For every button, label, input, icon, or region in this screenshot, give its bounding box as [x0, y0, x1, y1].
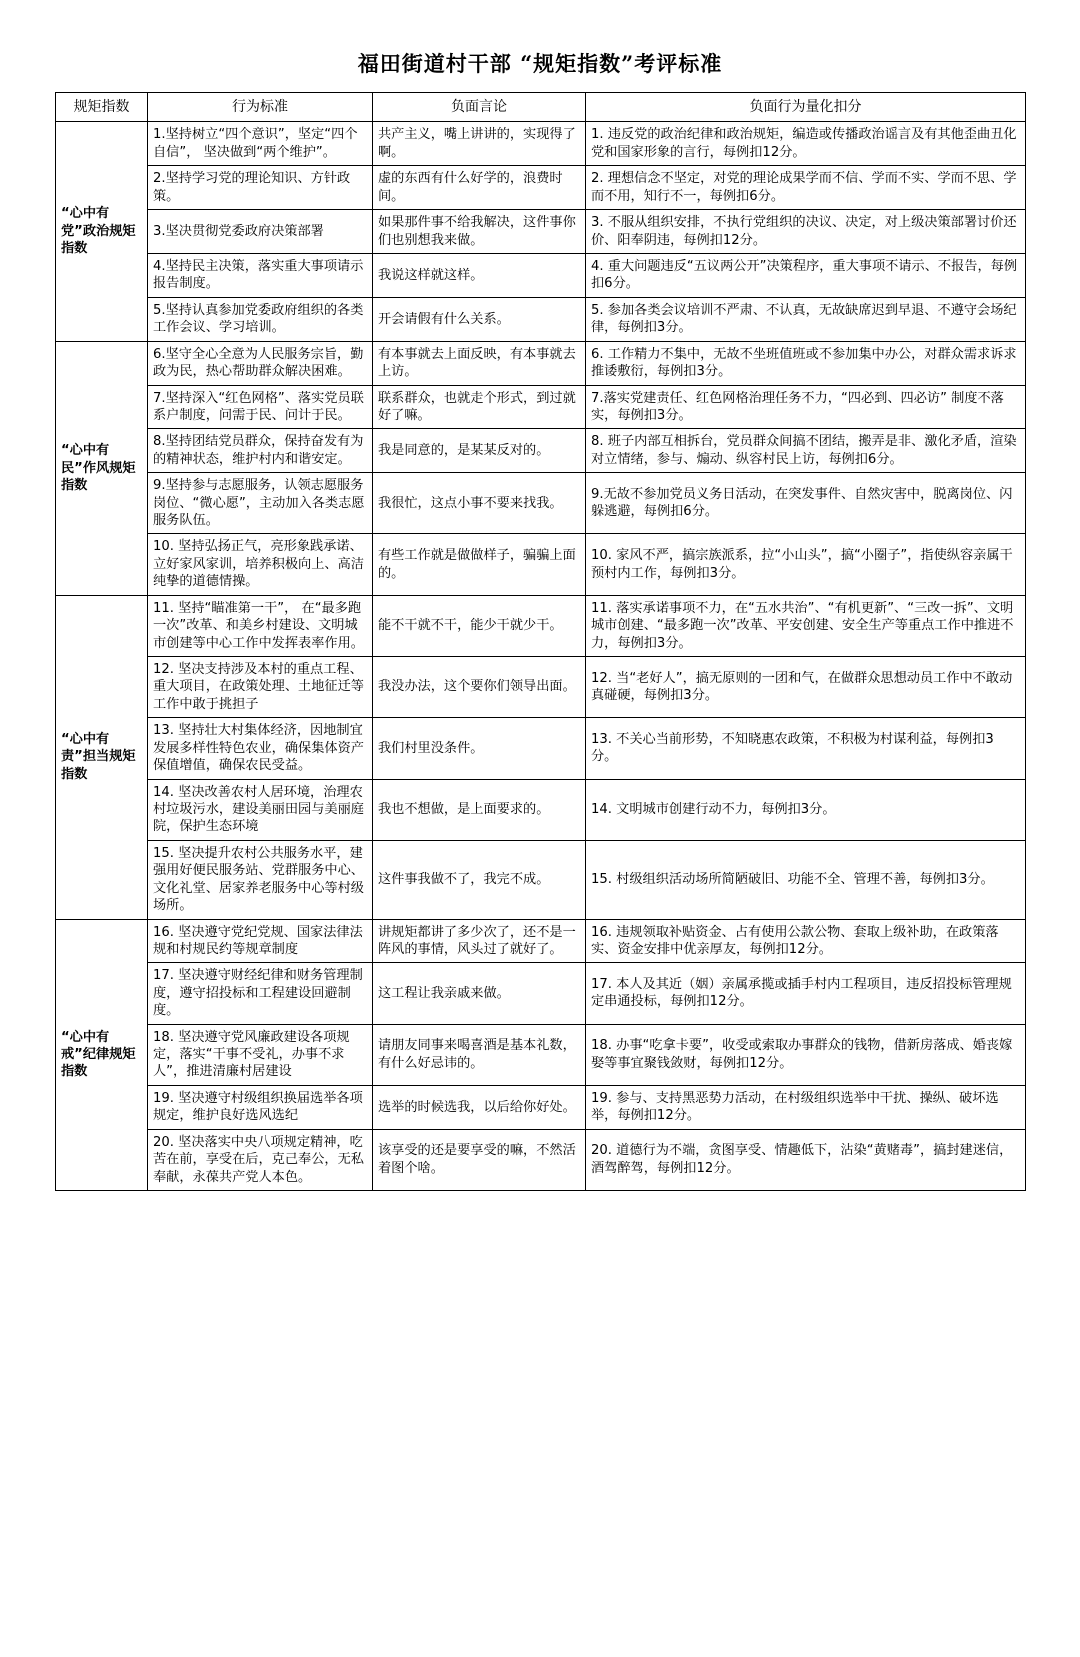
category-label: “心中有戒”纪律规矩指数: [56, 919, 148, 1190]
behavior-standard: 17. 坚决遵守财经纪律和财务管理制度，遵守招投标和工程建设回避制度。: [148, 963, 373, 1024]
negative-speech: 联系群众，也就走个形式，到过就好了嘛。: [373, 385, 586, 429]
table-row: [56, 779, 1026, 840]
penalty-detail: 6. 工作精力不集中，无故不坐班值班或不参加集中办公，对群众需求诉求推诿敷衍，每例扣3分。: [586, 341, 1026, 385]
table-row: [56, 473, 1026, 534]
negative-speech: 这件事我做不了，我完不成。: [373, 840, 586, 919]
table-row: [56, 297, 1026, 341]
behavior-standard: 20. 坚决落实中央八项规定精神，吃苦在前，享受在后，克己奉公，无私奉献，永葆共产党人本色。: [148, 1129, 373, 1190]
behavior-standard: 3.坚决贯彻党委政府决策部署: [148, 210, 373, 254]
negative-speech: 讲规矩都讲了多少次了，还不是一阵风的事情，风头过了就好了。: [373, 919, 586, 963]
behavior-standard: 1.坚持树立“四个意识”，坚定“四个自信”， 坚决做到“两个维护”。: [148, 122, 373, 166]
penalty-detail: 1. 违反党的政治纪律和政治规矩，编造或传播政治谣言及有其他歪曲丑化党和国家形象的言行，每例扣12分。: [586, 122, 1026, 166]
table-row: [56, 1085, 1026, 1129]
behavior-standard: 2.坚持学习党的理论知识、方针政策。: [148, 166, 373, 210]
negative-speech: 有本事就去上面反映，有本事就去上访。: [373, 341, 586, 385]
penalty-detail: 18. 办事“吃拿卡要”，收受或索取办事群众的钱物，借新房落成、婚丧嫁娶等事宜聚钱敛财，每例扣12分。: [586, 1024, 1026, 1085]
penalty-detail: 17. 本人及其近（姻）亲属承揽或插手村内工程项目，违反招投标管理规定串通投标，每例扣12分。: [586, 963, 1026, 1024]
negative-speech: 虚的东西有什么好学的，浪费时间。: [373, 166, 586, 210]
table-row: [56, 840, 1026, 919]
table-row: [56, 595, 1026, 656]
negative-speech: 能不干就不干，能少干就少干。: [373, 595, 586, 656]
behavior-standard: 14. 坚决改善农村人居环境，治理农村垃圾污水，建设美丽田园与美丽庭院，保护生态环境: [148, 779, 373, 840]
col-header-negative-speech: 负面言论: [373, 93, 586, 122]
penalty-detail: 10. 家风不严，搞宗族派系，拉“小山头”，搞“小圈子”，指使纵容亲属干预村内工作，每例扣3分。: [586, 534, 1026, 595]
table-row: [56, 718, 1026, 779]
behavior-standard: 4.坚持民主决策，落实重大事项请示报告制度。: [148, 254, 373, 298]
penalty-detail: 12. 当“老好人”，搞无原则的一团和气，在做群众思想动员工作中不敢动真碰硬，每例扣3分。: [586, 657, 1026, 718]
penalty-detail: 3. 不服从组织安排，不执行党组织的决议、决定，对上级决策部署讨价还价、阳奉阴违，每例扣12分。: [586, 210, 1026, 254]
negative-speech: 我很忙，这点小事不要来找我。: [373, 473, 586, 534]
behavior-standard: 12. 坚决支持涉及本村的重点工程、重大项目，在政策处理、土地征迁等工作中敢于挑担子: [148, 657, 373, 718]
negative-speech: 我们村里没条件。: [373, 718, 586, 779]
category-label: “心中有民”作风规矩指数: [56, 341, 148, 595]
negative-speech: 开会请假有什么关系。: [373, 297, 586, 341]
table-row: [56, 341, 1026, 385]
category-label: “心中有党”政治规矩指数: [56, 122, 148, 341]
col-header-index: 规矩指数: [56, 93, 148, 122]
table-row: [56, 1024, 1026, 1085]
penalty-detail: 19. 参与、支持黑恶势力活动，在村级组织选举中干扰、操纵、破坏选举，每例扣12分。: [586, 1085, 1026, 1129]
penalty-detail: 7.落实党建责任、红色网格治理任务不力，“四必到、四必访” 制度不落实，每例扣3分。: [586, 385, 1026, 429]
negative-speech: 这工程让我亲戚来做。: [373, 963, 586, 1024]
negative-speech: 共产主义，嘴上讲讲的，实现得了啊。: [373, 122, 586, 166]
penalty-detail: 15. 村级组织活动场所简陋破旧、功能不全、管理不善，每例扣3分。: [586, 840, 1026, 919]
table-row: [56, 534, 1026, 595]
penalty-detail: 20. 道德行为不端，贪图享受、情趣低下，沾染“黄赌毒”，搞封建迷信，酒驾醉驾，每例扣12分。: [586, 1129, 1026, 1190]
table-row: [56, 385, 1026, 429]
page-title: 福田街道村干部 “规矩指数”考评标准: [357, 51, 723, 76]
penalty-detail: 5. 参加各类会议培训不严肃、不认真，无故缺席迟到早退、不遵守会场纪律，每例扣3分。: [586, 297, 1026, 341]
behavior-standard: 6.坚守全心全意为人民服务宗旨，勤政为民，热心帮助群众解决困难。: [148, 341, 373, 385]
negative-speech: 请朋友同事来喝喜酒是基本礼数，有什么好忌讳的。: [373, 1024, 586, 1085]
behavior-standard: 13. 坚持壮大村集体经济，因地制宜发展多样性特色农业，确保集体资产保值增值，确保农民受益。: [148, 718, 373, 779]
table-row: [56, 166, 1026, 210]
behavior-standard: 11. 坚持“瞄准第一干”， 在“最多跑一次”改革、和美乡村建设、文明城市创建等中心工作中发挥表率作用。: [148, 595, 373, 656]
negative-speech: 我没办法，这个要你们领导出面。: [373, 657, 586, 718]
table-row: [56, 919, 1026, 963]
behavior-standard: 18. 坚决遵守党风廉政建设各项规定，落实“干事不受礼，办事不求人”，推进清廉村居建设: [148, 1024, 373, 1085]
behavior-standard: 9.坚持参与志愿服务，认领志愿服务岗位、“微心愿”，主动加入各类志愿服务队伍。: [148, 473, 373, 534]
behavior-standard: 8.坚持团结党员群众，保持奋发有为的精神状态，维护村内和谐安定。: [148, 429, 373, 473]
negative-speech: 我也不想做，是上面要求的。: [373, 779, 586, 840]
behavior-standard: 7.坚持深入“红色网格”、落实党员联系户制度，问需于民、问计于民。: [148, 385, 373, 429]
evaluation-standard-table: [55, 92, 1026, 1191]
penalty-detail: 4. 重大问题违反“五议两公开”决策程序，重大事项不请示、不报告，每例扣6分。: [586, 254, 1026, 298]
behavior-standard: 5.坚持认真参加党委政府组织的各类工作会议、学习培训。: [148, 297, 373, 341]
penalty-detail: 2. 理想信念不坚定，对党的理论成果学而不信、学而不实、学而不思、学而不用，知行不一，每例扣6分。: [586, 166, 1026, 210]
table-row: [56, 429, 1026, 473]
behavior-standard: 19. 坚决遵守村级组织换届选举各项规定，维护良好选风选纪: [148, 1085, 373, 1129]
penalty-detail: 8. 班子内部互相拆台，党员群众间搞不团结，搬弄是非、激化矛盾，渲染对立情绪，参与、煽动、纵容村民上访，每例扣6分。: [586, 429, 1026, 473]
table-row: [56, 657, 1026, 718]
behavior-standard: 10. 坚持弘扬正气，亮形象践承诺、立好家风家训，培养积极向上、高洁纯挚的道德情操。: [148, 534, 373, 595]
negative-speech: 我说这样就这样。: [373, 254, 586, 298]
col-header-standard: 行为标准: [148, 93, 373, 122]
negative-speech: 有些工作就是做做样子，骗骗上面的。: [373, 534, 586, 595]
col-header-penalty: 负面行为量化扣分: [586, 93, 1026, 122]
behavior-standard: 16. 坚决遵守党纪党规、国家法律法规和村规民约等规章制度: [148, 919, 373, 963]
behavior-standard: 15. 坚决提升农村公共服务水平，建强用好便民服务站、党群服务中心、文化礼堂、居家养老服务中心等村级场所。: [148, 840, 373, 919]
negative-speech: 如果那件事不给我解决，这件事你们也别想我来做。: [373, 210, 586, 254]
table-row: [56, 1129, 1026, 1190]
category-label: “心中有责”担当规矩指数: [56, 595, 148, 919]
penalty-detail: 9.无故不参加党员义务日活动，在突发事件、自然灾害中，脱离岗位、闪躲逃避，每例扣6分。: [586, 473, 1026, 534]
penalty-detail: 16. 违规领取补贴资金、占有使用公款公物、套取上级补助，在政策落实、资金安排中优亲厚友，每例扣12分。: [586, 919, 1026, 963]
table-row: [56, 210, 1026, 254]
table-row: [56, 122, 1026, 166]
penalty-detail: 13. 不关心当前形势，不知晓惠农政策，不积极为村谋利益，每例扣3分。: [586, 718, 1026, 779]
table-header-row: [56, 93, 1026, 122]
negative-speech: 该享受的还是要享受的嘛，不然活着图个啥。: [373, 1129, 586, 1190]
penalty-detail: 11. 落实承诺事项不力，在“五水共治”、“有机更新”、“三改一拆”、文明城市创建、“最多跑一次”改革、平安创建、安全生产等重点工作中推进不力，每例扣3分。: [586, 595, 1026, 656]
table-row: [56, 963, 1026, 1024]
penalty-detail: 14. 文明城市创建行动不力，每例扣3分。: [586, 779, 1026, 840]
negative-speech: 选举的时候选我，以后给你好处。: [373, 1085, 586, 1129]
negative-speech: 我是同意的，是某某反对的。: [373, 429, 586, 473]
table-row: [56, 254, 1026, 298]
